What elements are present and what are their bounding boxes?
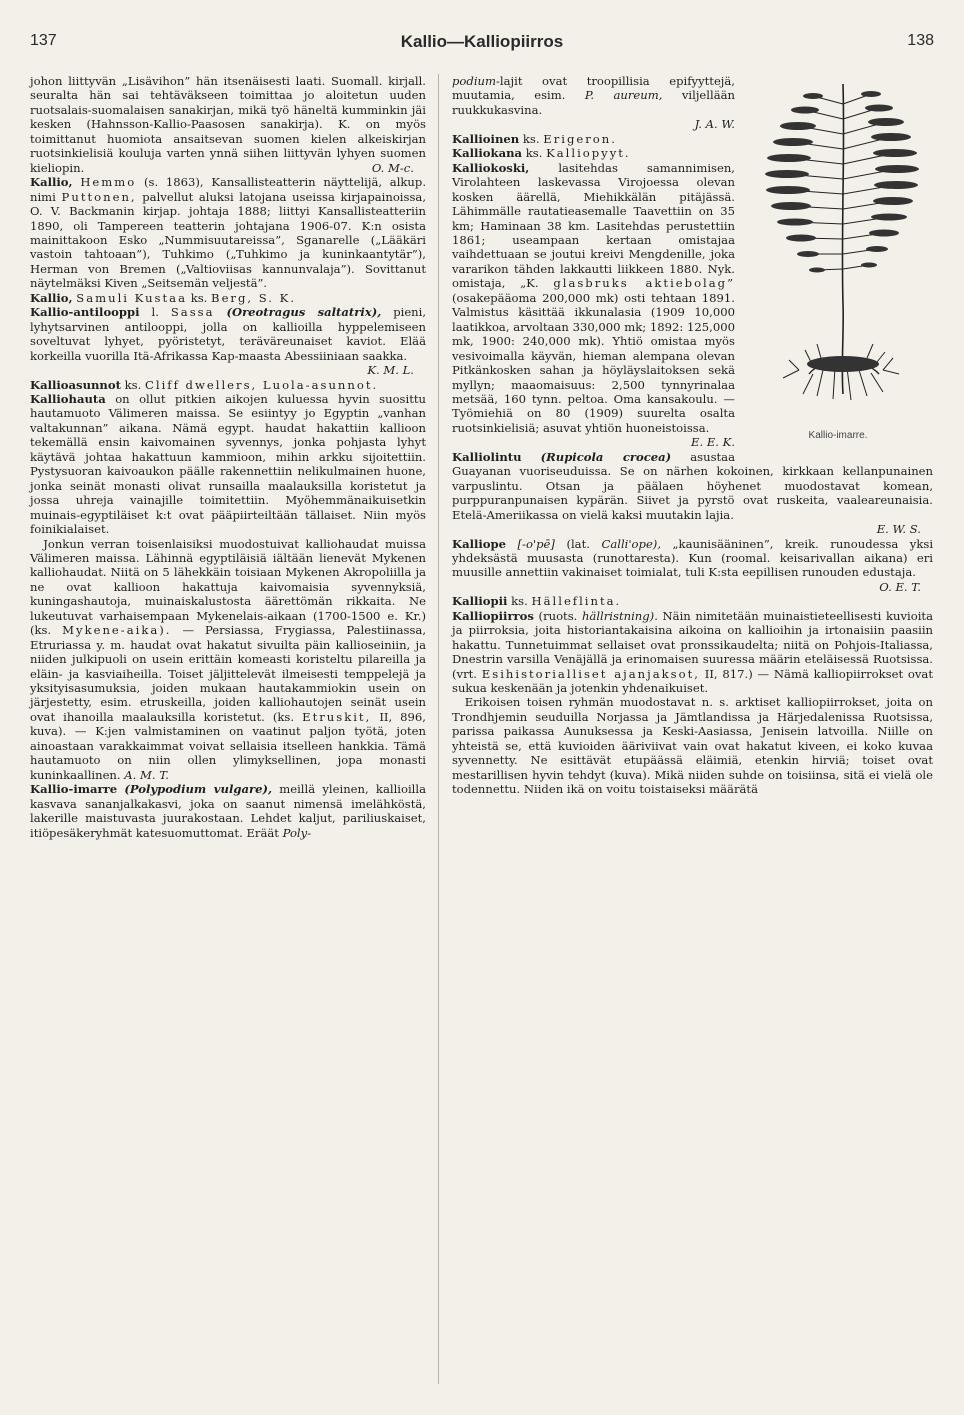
entry-kalliokoski: Kalliokoski, lasitehdas samannimisen, Virolahteen laskevassa Virojoessa olevan kosken äärellä, Miehikkälän pitäjässä. Lähimmälle rautatieasemalle Taavettiin on 35 km; Haminaan 38 km. Lasitehdas perustettiin 1861; useampaan kertaan omistajaa vaihdettuaan se joutui kreivi Mengdenille, joka vararikon tähden lakkautti liikkeen 1880. Nyk. omistaja, „K. glasbruks aktiebolag” (osakepääoma 200,000 mk) osti tehtaan 1891. Valmistus käsittää ikkunalasia (1909 10,000 laatikkoa, arvoltaan 330,000 mk; 1892: 125,000 mk, 1900: 240,000 mk). Yhtiö omistaa myös vesivoimalla käyvän, hieman alempana olevan Pitkänkosken sahan ja höyläyslaitoksen sekä myllyn; maaomaisuus: 2,500 tynnyrinalaa metsää, 160 tynn. peltoa. Oma kansakoulu. — Työmiehiä on 80 (1909) suurelta osalta ruotsinkielisiä; asuvat yhtiön huoneistoissa. E. E. K. <box>452 160 736 450</box>
figure-caption: Kallio-imarre. <box>808 430 868 441</box>
fern-illustration <box>743 74 933 429</box>
figure-kallio-imarre <box>743 74 933 454</box>
entry-kalliopiirros: Kalliopiirros (ruots. hällristning). Näin nimitetään muinaistieteellisesti kuvioita ja piirroksia, joita historiantakaisina aikoina on kallioihin ja irtonaisiin paasiin hakattu. Tunnetuimmat sellaiset ovat pronssikaudelta; niitä on Pohjois-Italiassa, Dnestrin varsilla Venäjällä ja erinomaisen suuressa määrin eteläisessä Ruotsissa. (vrt. Esihistorialliset ajanjaksot, II, 817.) — Nämä kalliopiirrokset ovat sukua keskenään ja jotenkin yhdenaikuiset. <box>452 608 934 696</box>
page-number-left: 137 <box>30 32 57 49</box>
entry-kallioasunnot: Kallioasunnot ks. Cliff dwellers, Luola-asunnot. <box>30 377 379 392</box>
paragraph-kalliohaudat: Jonkun verran toisenlaisiksi muodostuivat kalliohaudat muissa Välimeren maissa. Lähinnä egyptiläisiä iältään lienevät Mykenen kalliohaudat. Niitä on 5 lähekkäin toisiaan Mykenen Akropoliilla ja ne ovat kallioon hakattuja kaivomaisia syvennyksiä, kuningashautoja, muinaiskalustosta äärettömän rikkaita. Ne lukeutuvat varhaisempaan Mykenelais-aikaan (1700-1500 e. Kr.) (ks. Mykene-aika). — Persiassa, Frygiassa, Palestiinassa, Etruriassa y. m. haudat ovat hakatut sivuilta päin kallioseiniin, ja niiden julkipuoli on usein erittäin komeasti koristeltu pilareilla ja eläin- ja kasviaiheilla. Toiset jäljittelevät ilmeisesti temppelejä ja yksityisasumuksia, joiden mukaan hautakammiokin usein on järjestetty, esim. etruskeilla, joiden kalliohautojen seinät usein ovat ihanoilla maalauksilla koristetut. (ks. Etruskit, II, 896, kuva). — K:jen valmistaminen on vaatinut paljon työtä, joten ainoastaan varakkaimmat voivat sellaisia itselleen hankkia. Tämä hautamuoto on niin ollen ylimyksellinen, jopa monasti kuninkaallinen. A. M. T. <box>30 536 427 782</box>
page-header <box>0 0 964 74</box>
entry-kallio-hemmo: Kallio, Hemmo (s. 1863), Kansallisteatterin näyttelijä, alkup. nimi Puttonen, palvellut aluksi latojana useissa kirjapainoissa, O. V. Backmanin kirjap. johtaja 1888; liittyi Kansallisteatteriin 1890, oli Tampereen teatterin johtajana 1906-07. K:n osista mainittakoon Esko „Nummisuutareissa”, Sganarelle („Lääkäri vastoin tahtoaan”), Tuhkimo („Tuhkimo ja kuninkaantytär”), Herman von Bremen („Valtioviisas kannunvalaja”). Sovittanut näytelmäksi Kiven „Seitsemän veljestä”. <box>30 175 427 291</box>
entry-kalliokana: Kalliokana ks. Kalliopyyt. <box>452 146 631 161</box>
left-column <box>30 74 426 840</box>
paragraph-polypodium: podium-lajit ovat troopillisia epifyyttejä, muutamia, esim. P. aureum, viljellään ruukkukasvina. J. A. W. <box>452 74 736 132</box>
entry-kallio-imarre: Kallio-imarre (Polypodium vulgare), meillä yleinen, kallioilla kasvava sananjalkakasvi, joka on saanut nimensä imelähköstä, lakerille maistuvasta juurakostaan. Lehdet kaljut, pariliuskaiset, itiöpesäkeryhmät katesuomuttomat. Eräät Poly- <box>30 782 426 840</box>
page-number-right: 138 <box>907 32 934 49</box>
entry-kalliope: Kalliope [-o'pē] (lat. Calli'ope), „kaunisääninen”, kreik. runoudessa yksi yhdeksästä muusasta (runottaresta). Kun (roomal. keisarivallan aikana) eri muusille annettiin vakinaiset toimialat, tuli K:sta eepillisen runouden edustaja. O. E. T. <box>452 536 934 594</box>
entry-kallio-antilooppi: Kallio-antilooppi l. Sassa (Oreotragus saltatrix), pieni, lyhytsarvinen antilooppi, jolla on kallioilla hyppelemiseen soveltuvat lyhyet, pyöristetyt, teräväreunaiset kaviot. Elää korkeilla vuorilla Itä-Afrikassa Kap-maasta Abessiiniaan saakka. K. M. L. <box>30 305 427 378</box>
entry-kalliolintu: Kalliolintu (Rupicola crocea) asustaa Guayanan vuoriseuduissa. Se on närhen kokoinen, kirkkaan kellanpunainen varpuslintu. Otsan ja päälaen höyhenet muodostavat komean, purppuranpunaisen kypärän. Siivet ja pyrstö ovat ruskeita, vaaleareunaisia. Etelä-Ameriikassa on vielä kaksi muutakin lajia. E. W. S. <box>452 449 933 537</box>
entry-kalliohauta: Kalliohauta on ollut pitkien aikojen kuluessa hyvin suosittu hautamuoto Välimeren maissa. Se esiintyy jo Egyptin „vanhan valtakunnan” aikana. Nämä egypt. haudat hakattiin kallioon tekemällä ensin kaivomainen syvennys, jonka pohjasta lyhyt käytävä johtaa hakattuun kammioon, mihin arkku sijoitettiin. Pystysuoran kaivoaukon päälle rakennettiin nelikulmainen huone, jonka seinät monasti olivat runsailla maalauksilla koristetut ja jossa uhreja vainajille toimitettiin. Myöhemmänaikuisetkin muinais-egyptiläiset k:t ovat pääpiirteiltään tällaiset. Niin myös foinikialaiset. <box>30 391 426 537</box>
right-column <box>452 74 933 797</box>
paragraph-lisavihko: johon liittyvän „Lisävihon” hän itsenäisesti laati. Suomall. kirjall. seuralta hän sai tehtäväkseen toimittaa jo aloitetun uuden ruotsalais-suomalaisen sanakirjan, mikä työ häneltä kumminkin jäi kesken (Hahnsson-Kallio-Paasosen sanakirja). K. on myös toimittanut huomiota ansaitsevan suomen kielen alkeiskirjan ruotsinkielisiä kouluja varten ynnä siihen liittyvän lyhyen suomen kieliopin. O. M-c. <box>30 74 426 175</box>
paragraph-arktiset-kalliopiirrokset: Erikoisen toisen ryhmän muodostavat n. s. arktiset kalliopiirrokset, joita on Trondhjemin seuduilla Norjassa ja Jämtlandissa ja Härjedalenissa Ruotsissa, parissa paikassa Aunuksessa ja Keski-Aasiassa, Jenisein latvoilla. Niille on yhteistä se, että kuvioiden ääriviivat vain ovat hakatut kiveen, ei koko kuvaa syvennetty. Ne esittävät etupäässä eläimiä, etenkin hirviä; toiset ovat mestarillisen hyvin tehdyt (kuva). Mikä niiden suhde on toisiinsa, sitä ei vielä ole todennettu. Niiden ikä on voitu toistaiseksi määrätä <box>452 695 933 797</box>
entry-kalliopii: Kalliopii ks. Hälleflinta. <box>452 594 622 609</box>
column-divider <box>438 74 439 1384</box>
running-title: Kallio—Kalliopiirros <box>400 32 564 51</box>
entry-kallioinen: Kallioinen ks. Erigeron. <box>452 131 617 146</box>
entry-kallio-samuli: Kallio, Samuli Kustaa ks. Berg, S. K. <box>30 290 297 305</box>
